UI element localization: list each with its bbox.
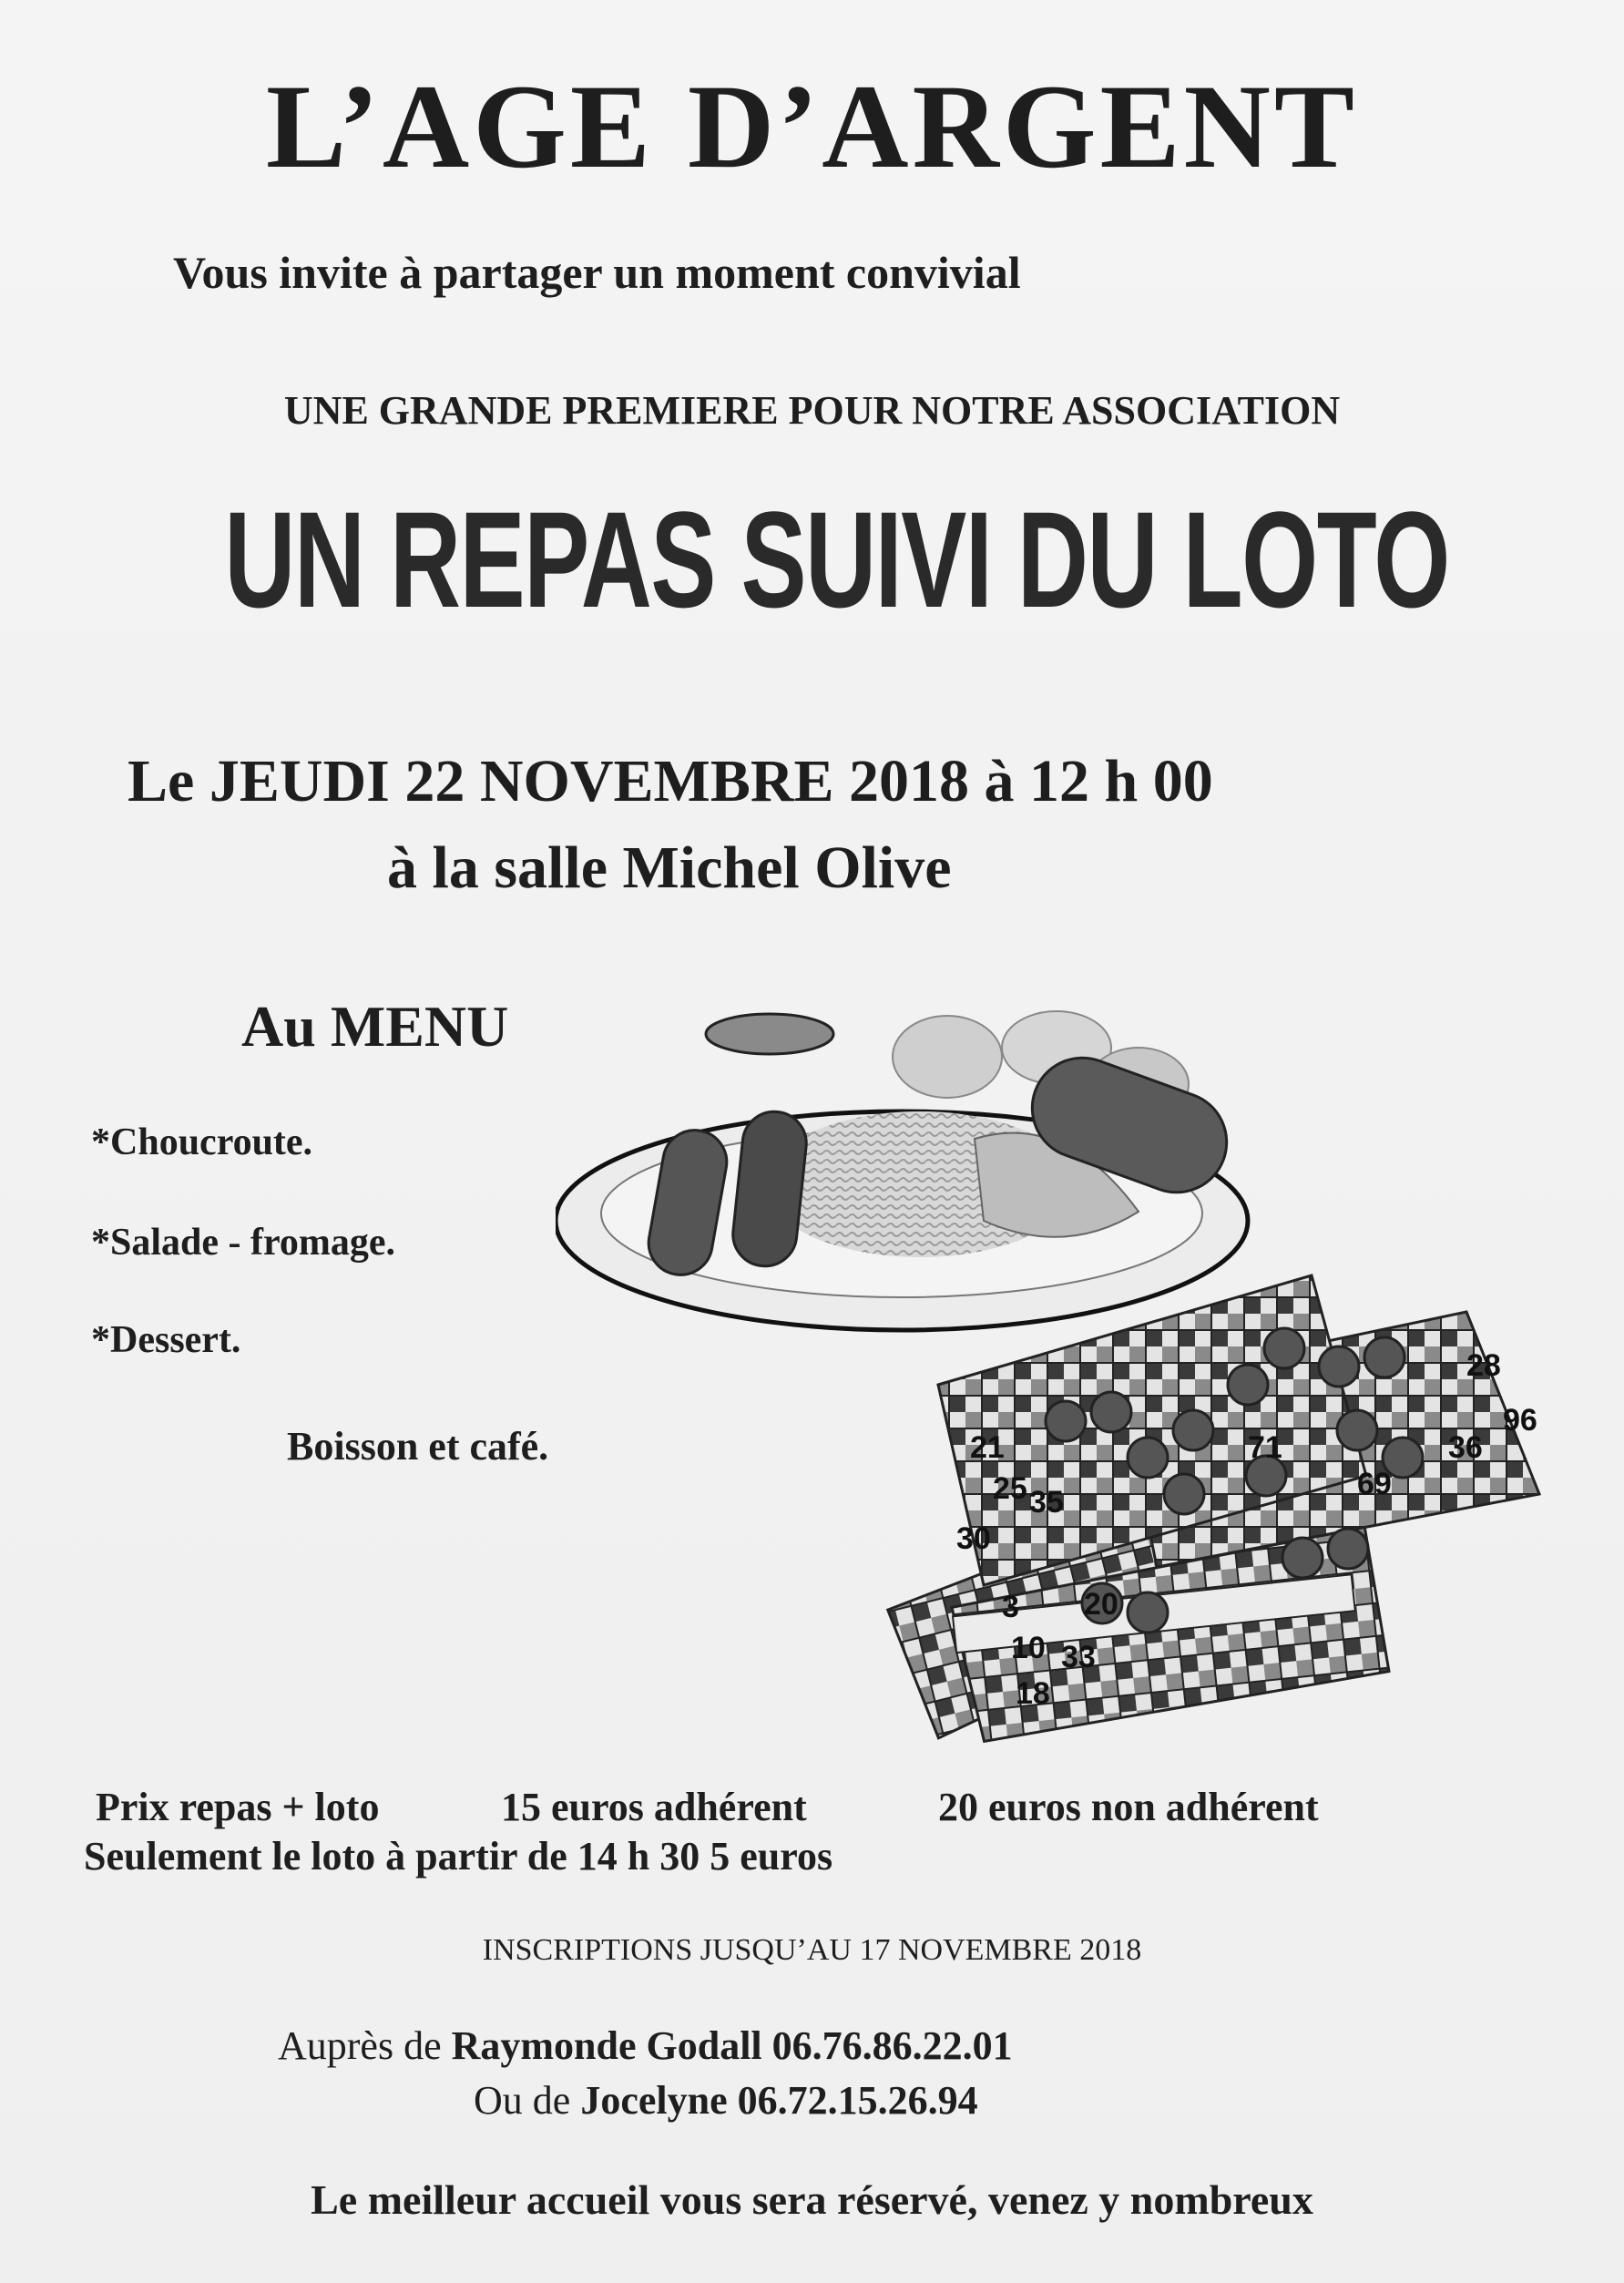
card-number: 69 <box>1357 1467 1392 1501</box>
choucroute-and-loto-cards-image <box>556 1002 1585 1749</box>
plate <box>556 1011 1248 1330</box>
menu-item-dessert: *Dessert. <box>91 1319 241 1361</box>
contact-line-2 <box>474 2077 978 2124</box>
price-label: Prix repas + loto <box>96 1785 380 1829</box>
card-number: 96 <box>1503 1403 1537 1438</box>
card-number: 28 <box>1466 1348 1501 1383</box>
card-number: 21 <box>970 1430 1005 1465</box>
event-venue: à la salle Michel Olive <box>387 834 952 901</box>
card-number: 10 <box>1011 1631 1046 1665</box>
card-number: 3 <box>1002 1590 1019 1624</box>
premiere-subtitle: UNE GRANDE PREMIERE POUR NOTRE ASSOCIATION <box>283 388 1341 433</box>
price-non-member: 20 euros non adhérent <box>938 1785 1319 1829</box>
association-title: L’AGE D’ARGENT <box>266 59 1358 193</box>
card-number: 18 <box>1016 1676 1050 1711</box>
card-number: 36 <box>1448 1430 1483 1465</box>
card-number: 33 <box>1061 1640 1096 1674</box>
card-number: 20 <box>1084 1587 1118 1622</box>
contact-2-prefix: Ou de <box>474 2078 581 2123</box>
card-number: 30 <box>956 1521 991 1556</box>
registration-deadline: INSCRIPTIONS JUSQU’AU 17 NOVEMBRE 2018 <box>482 1933 1142 1967</box>
event-headline: UN REPAS SUIVI DU LOTO <box>224 483 1449 636</box>
price-loto-only: Seulement le loto à partir de 14 h 30 5 euros <box>84 1834 833 1879</box>
welcome-footer: Le meilleur accueil vous sera réservé, venez y nombreux <box>311 2176 1313 2223</box>
card-number: 35 <box>1029 1485 1064 1520</box>
contact-line-1 <box>278 2022 1013 2069</box>
contact-2-name-phone: Jocelyne 06.72.15.26.94 <box>580 2078 978 2123</box>
menu-title: Au MENU <box>241 994 509 1059</box>
contact-1-name-phone: Raymonde Godall 06.76.86.22.01 <box>451 2023 1013 2068</box>
card-number: 25 <box>993 1471 1027 1506</box>
loto-cards <box>877 1275 1539 1744</box>
menu-item-salade: *Salade - fromage. <box>91 1222 396 1264</box>
menu-item-choucroute: *Choucroute. <box>91 1121 313 1163</box>
contact-1-prefix: Auprès de <box>278 2023 452 2068</box>
menu-drinks: Boisson et café. <box>287 1424 549 1469</box>
card-number: 71 <box>1248 1430 1282 1465</box>
invitation-text: Vous invite à partager un moment convivial <box>173 247 1021 298</box>
event-date: Le JEUDI 22 NOVEMBRE 2018 à 12 h 00 <box>128 748 1213 814</box>
price-member: 15 euros adhérent <box>501 1785 807 1829</box>
